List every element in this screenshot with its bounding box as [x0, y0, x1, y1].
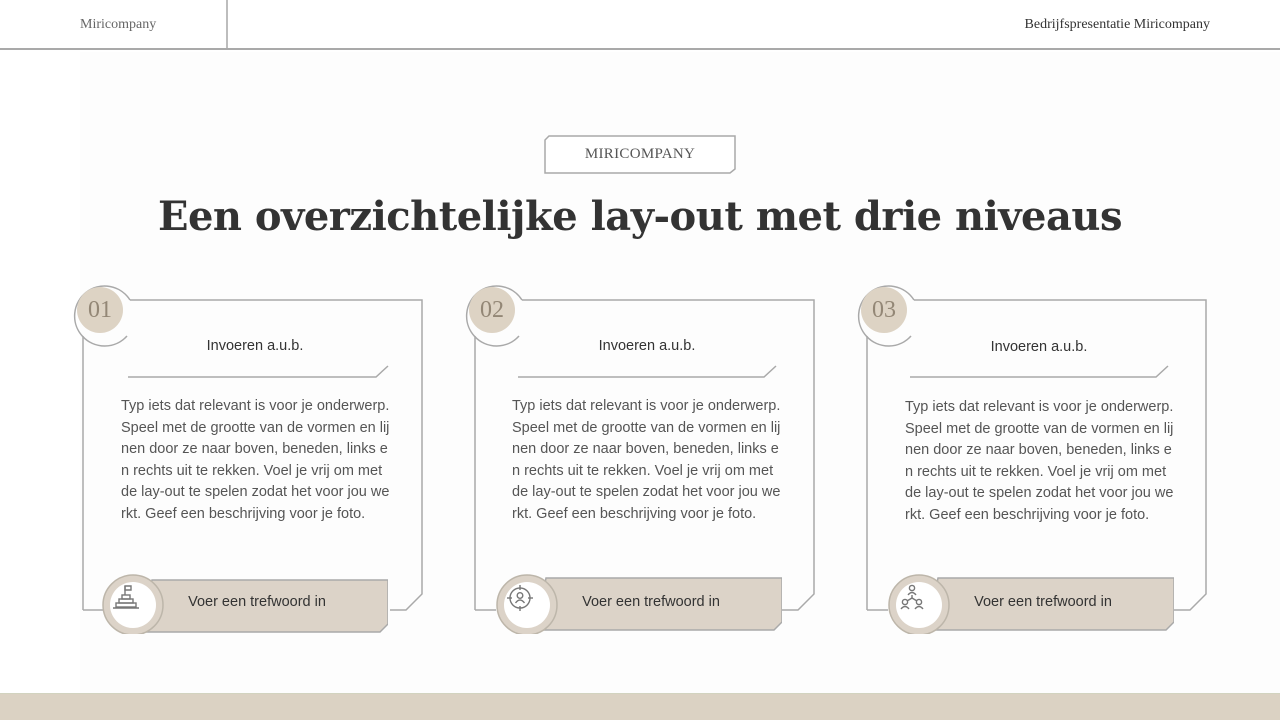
card-heading: Invoeren a.u.b.	[990, 339, 1088, 355]
section-tag-label: MIRICOMPANY	[584, 146, 696, 162]
keyword-bar	[888, 574, 1174, 634]
brand-name: Miricompany	[80, 17, 157, 32]
target-user-icon	[504, 582, 550, 628]
keyword-label: Voer een trefwoord in	[188, 594, 326, 610]
section-tag	[544, 135, 736, 174]
level-card-3	[854, 278, 1214, 638]
header-brand-section	[0, 0, 228, 48]
level-number: 01	[77, 287, 123, 333]
keyword-label: Voer een trefwoord in	[582, 594, 720, 610]
card-heading: Invoeren a.u.b.	[598, 338, 696, 354]
card-description: Typ iets dat relevant is voor je onderwerp. Speel met de grootte van de vormen en lijnen door ze naar boven, beneden, links en rechts uit te rekken. Voel je vrij om met de lay-out te spelen zodat het voor jou werkt. Geef een beschrijving voor je foto.	[512, 398, 781, 522]
team-hierarchy-icon	[896, 582, 942, 628]
slide-header	[0, 0, 1280, 50]
level-card-1	[70, 278, 430, 638]
level-number: 02	[469, 287, 515, 333]
card-heading: Invoeren a.u.b.	[206, 338, 304, 354]
flag-podium-icon	[110, 582, 156, 628]
presentation-title: Bedrijfspresentatie Miricompany	[1024, 17, 1210, 32]
keyword-bar	[102, 574, 388, 634]
card-description: Typ iets dat relevant is voor je onderwerp. Speel met de grootte van de vormen en lijnen door ze naar boven, beneden, links en rechts uit te rekken. Voel je vrij om met de lay-out te spelen zodat het voor jou werkt. Geef een beschrijving voor je foto.	[121, 398, 390, 522]
keyword-bar	[496, 574, 782, 634]
slide-title: Een overzichtelijke lay-out met drie niveaus	[157, 193, 1122, 240]
footer-bar	[0, 693, 1280, 720]
card-description: Typ iets dat relevant is voor je onderwerp. Speel met de grootte van de vormen en lijnen door ze naar boven, beneden, links en rechts uit te rekken. Voel je vrij om met de lay-out te spelen zodat het voor jou werkt. Geef een beschrijving voor je foto.	[905, 399, 1174, 523]
level-number: 03	[861, 287, 907, 333]
level-card-2	[462, 278, 822, 638]
keyword-label: Voer een trefwoord in	[974, 594, 1112, 610]
